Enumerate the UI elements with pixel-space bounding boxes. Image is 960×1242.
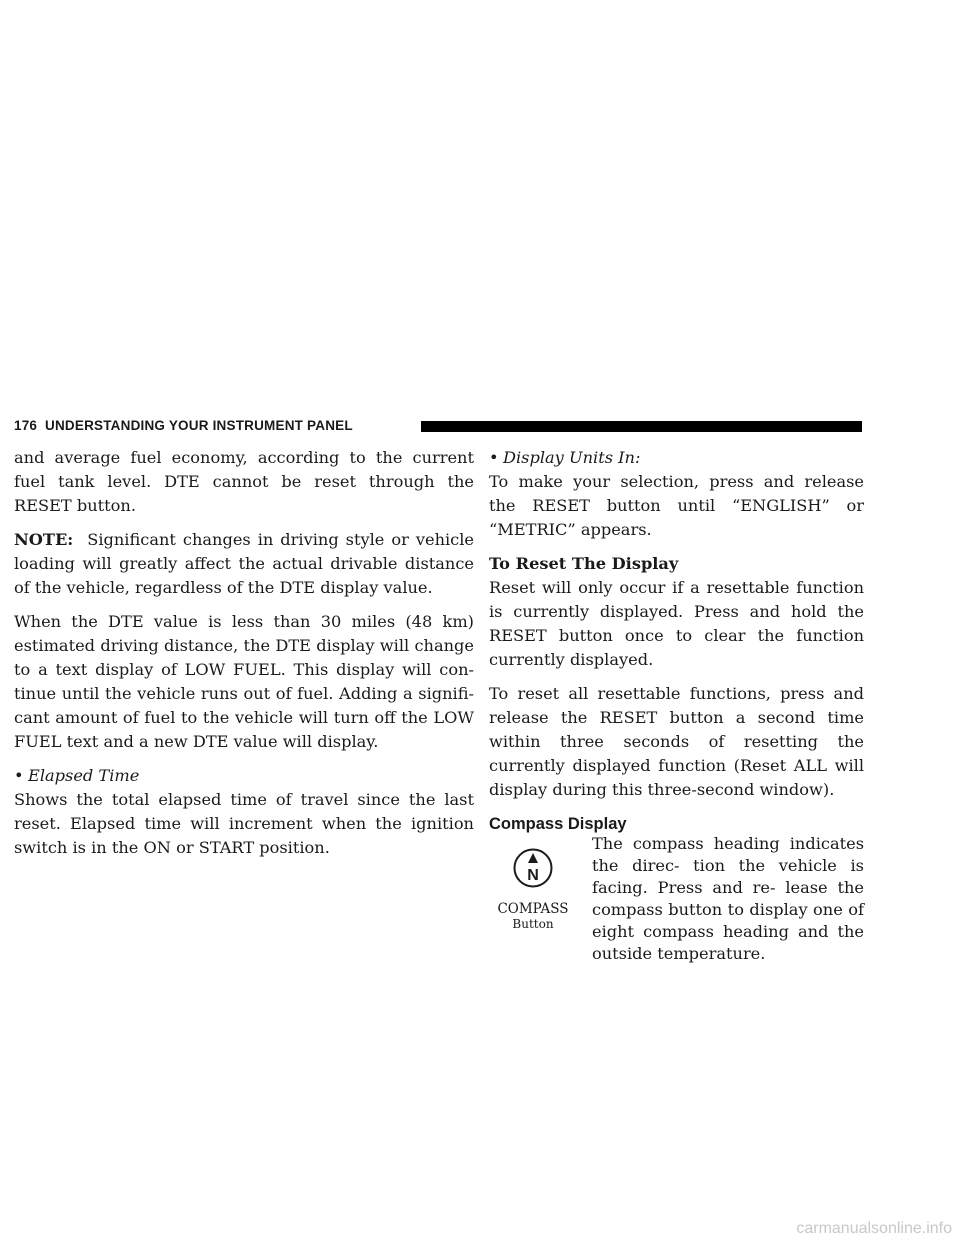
bullet-elapsed-time [14,764,474,788]
paragraph-display-units: To make your selection, press and release the RESET button until “ENGLISH” or “METRIC” appears. [489,472,864,539]
compass-button-figure [489,838,577,931]
paragraph-compass: The compass heading indicates the direc- tion the vehicle is facing. Press and re- lease the compass button to display one of eight compass heading and the outside temperature. [592,834,864,963]
compass-caption-sub: Button [512,917,554,931]
bullet-icon: • [14,766,24,785]
paragraph-elapsed-time: Shows the total elapsed time of travel since the last reset. Elapsed time will increment when the ignition switch is in the ON or START position. [14,790,474,857]
compass-caption: COMPASS [497,901,569,917]
note-text: Significant changes in driving style or vehicle loading will greatly affect the actual drivable distance of the vehicle, regardless of the DTE display value. [14,530,474,597]
header-text [14,418,353,433]
compass-display-title: Compass Display [489,815,627,833]
compass-section [489,834,864,963]
bullet-display-units [489,446,864,470]
paragraph-low-fuel: When the DTE value is less than 30 miles (48 km) estimated driving distance, the DTE display will change to a text display of LOW FUEL. This display will con- tinue until the vehicle runs out of fuel. Adding a signifi- cant amount of fuel to the vehicle will turn off the LOW FUEL text and a new DTE value will display. [14,612,474,751]
elapsed-time-title: Elapsed Time [28,766,140,785]
paragraph-reset-all: To reset all resettable functions, press and release the RESET button a second time within three seconds of resetting the currently displayed function (Reset ALL will display during this three-second window). [489,684,864,799]
section-title: UNDERSTANDING YOUR INSTRUMENT PANEL [45,418,353,433]
reset-display-title: To Reset The Display [489,554,679,573]
left-column [14,446,474,870]
paragraph-dte-intro: and average fuel economy, according to the current fuel tank level. DTE cannot be reset through the RESET button. [14,448,474,515]
display-units-title: Display Units In: [503,448,641,467]
compass-icon-letter: N [527,867,539,884]
compass-button-icon [513,848,553,888]
header-rule-bar [421,421,862,432]
note-label: NOTE: [14,530,74,549]
page-header [14,416,862,436]
right-column [489,446,864,963]
paragraph-reset-display: Reset will only occur if a resettable function is currently displayed. Press and hold the RESET button once to clear the function currently displayed. [489,578,864,669]
watermark: carmanualsonline.info [796,1220,952,1237]
bullet-icon: • [489,448,499,467]
note-paragraph [14,528,474,600]
page-number: 176 [14,418,38,433]
